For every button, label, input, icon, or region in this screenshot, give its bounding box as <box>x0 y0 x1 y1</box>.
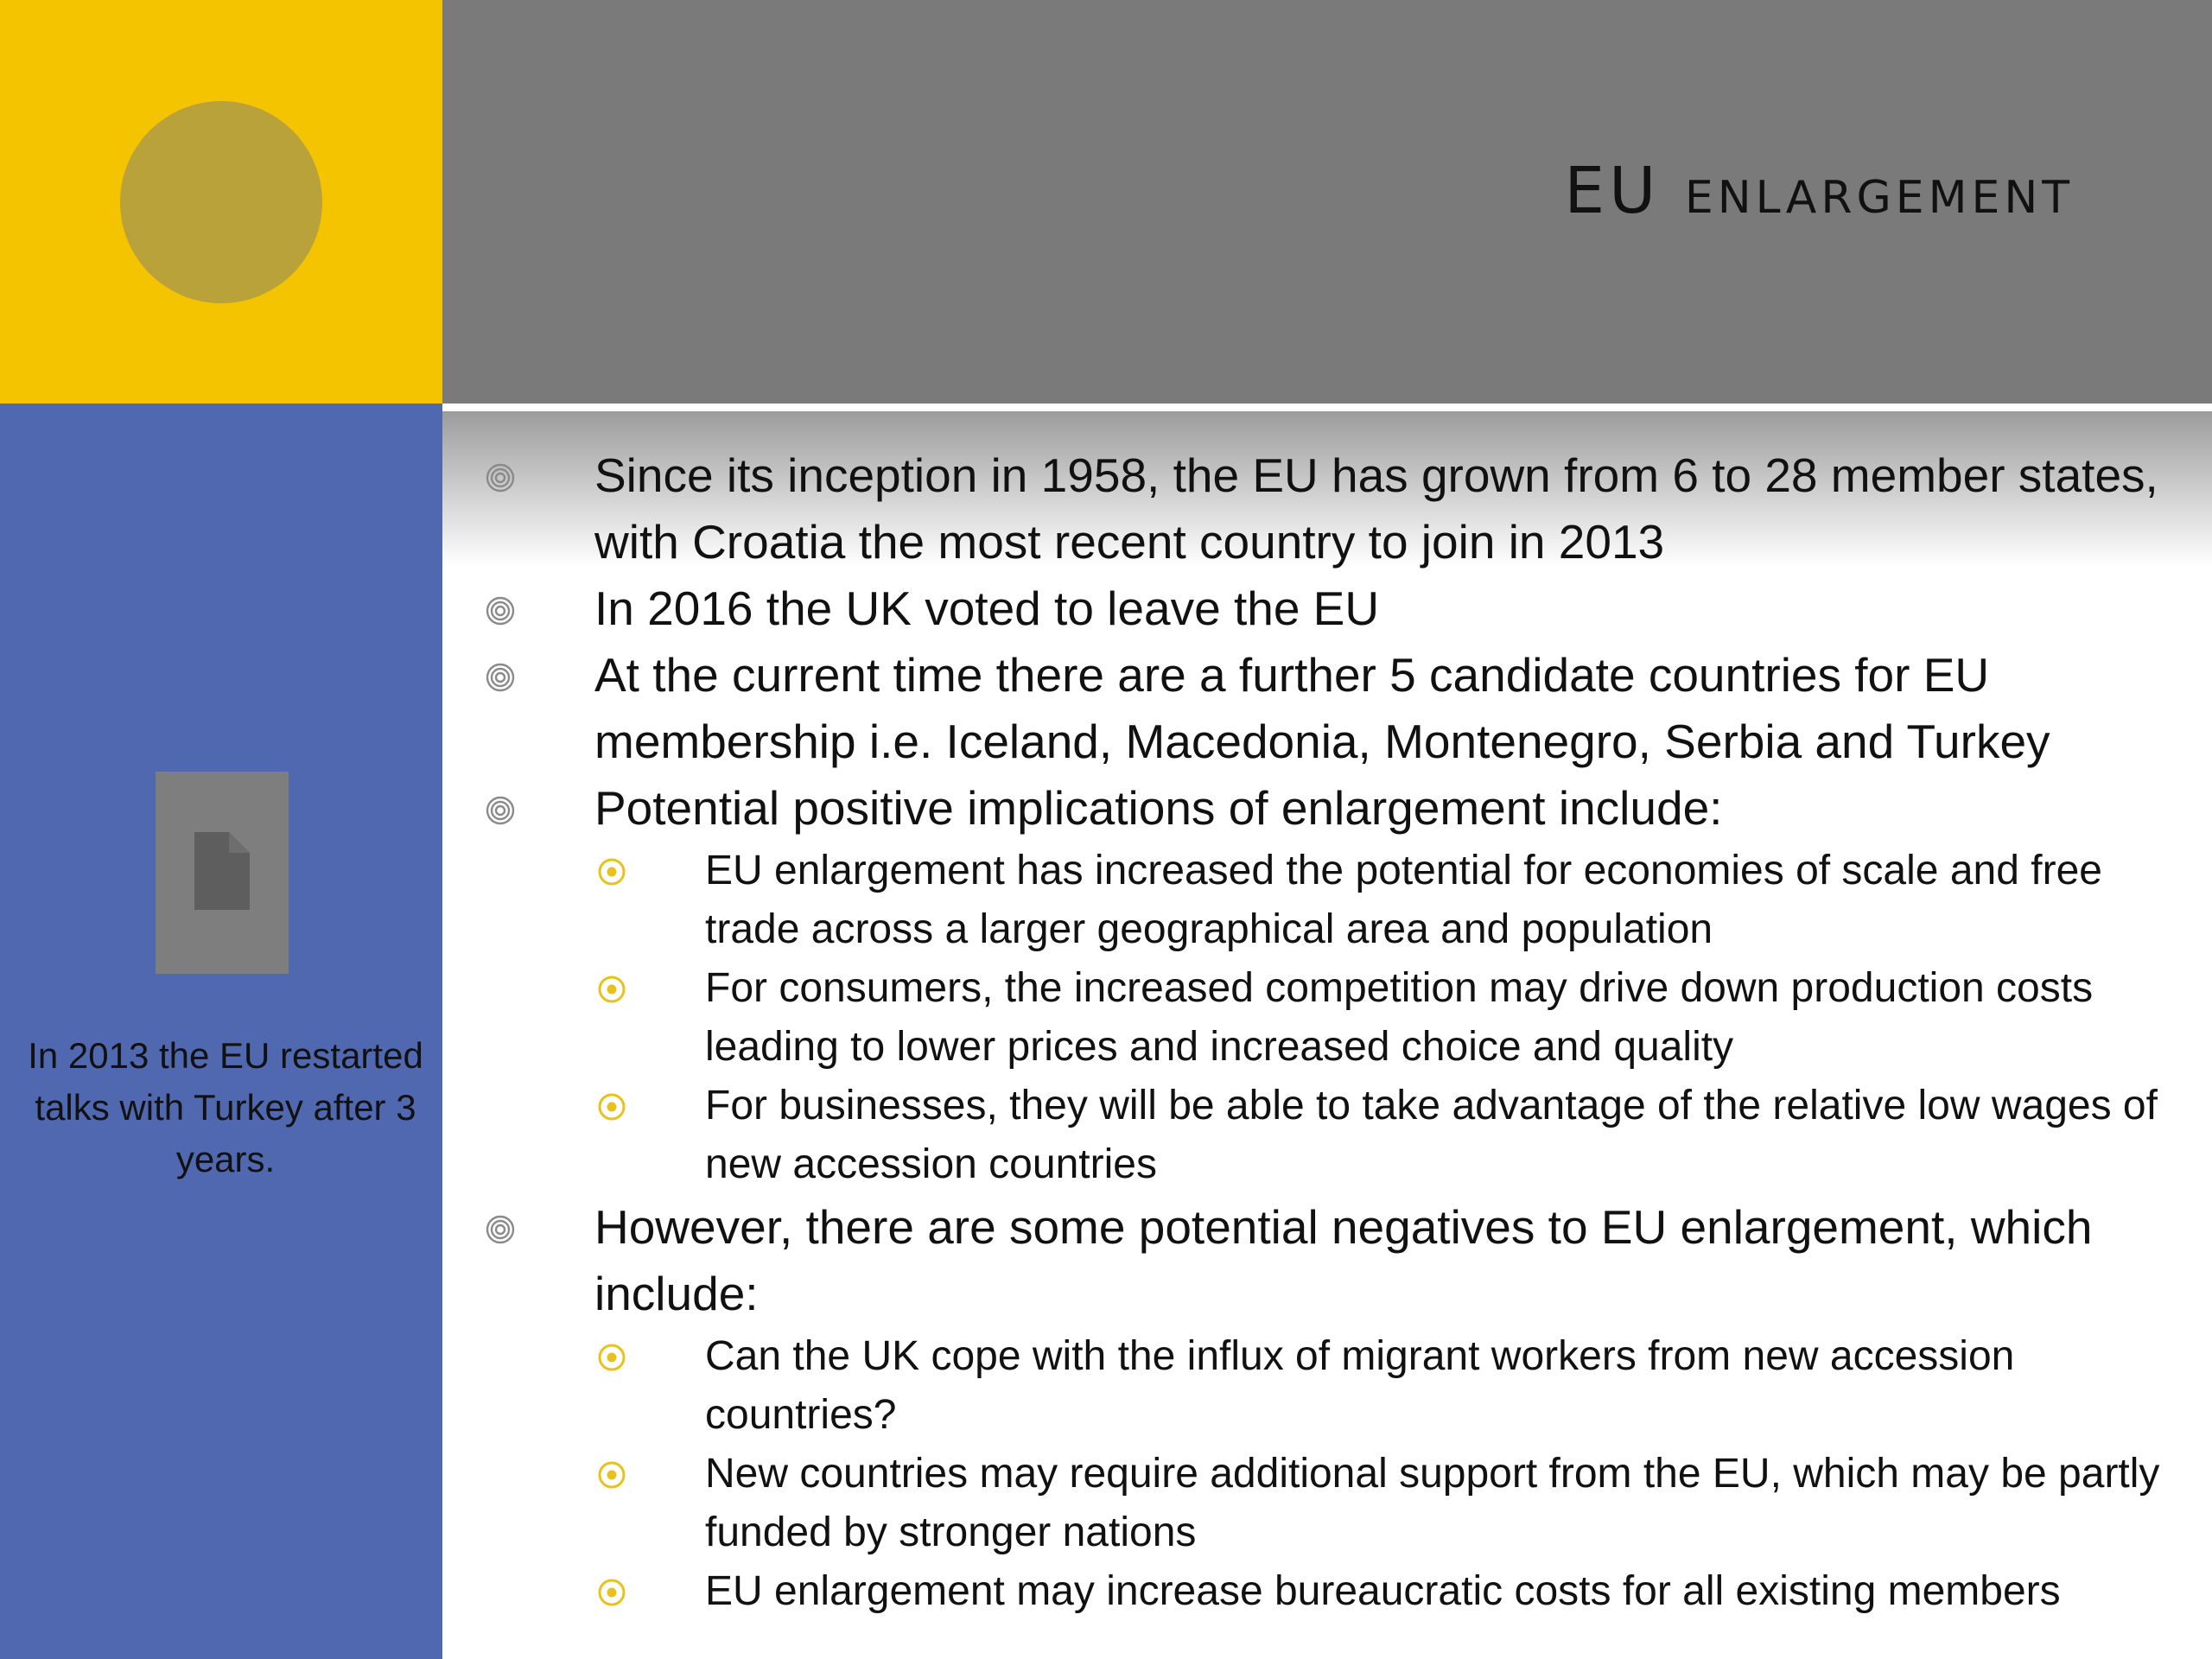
dot-circle-icon <box>597 857 626 887</box>
bullet-item <box>475 1194 2195 1327</box>
bullet-item <box>475 775 2195 842</box>
document-icon <box>194 832 250 910</box>
sub-bullet-item <box>475 959 2195 1077</box>
sub-bullet-text: EU enlargement has increased the potential for economies of scale and free trade across a larger geographical area and population <box>705 848 2102 952</box>
bullet-text: At the current time there are a further 5 candidate countries for EU membership i.e. Iceland, Macedonia, Montenegro, Serbia and Turkey <box>594 648 2050 768</box>
dot-circle-icon <box>597 1578 626 1607</box>
bullet-item <box>475 442 2195 575</box>
sub-bullet-item <box>475 1562 2195 1621</box>
header-divider <box>442 404 2212 411</box>
dot-circle-icon <box>597 975 626 1004</box>
circle-decoration <box>120 101 322 303</box>
corner-accent <box>0 0 442 404</box>
sub-bullet-text: EU enlargement may increase bureaucratic costs for all existing members <box>705 1568 2061 1614</box>
concentric-circle-icon <box>486 663 515 692</box>
bullet-text: In 2016 the UK voted to leave the EU <box>594 582 1380 635</box>
concentric-circle-icon <box>486 796 515 825</box>
dot-circle-icon <box>597 1460 626 1490</box>
sub-bullet-item <box>475 1445 2195 1562</box>
sub-bullet-text: For consumers, the increased competition may drive down production costs leading to lower prices and increased choice and quality <box>705 965 2094 1070</box>
bullet-item <box>475 575 2195 642</box>
title-bar <box>442 0 2212 404</box>
sub-bullet-item <box>475 1327 2195 1445</box>
sub-bullet-text: For businesses, they will be able to take advantage of the relative low wages of new accession countries <box>705 1083 2158 1187</box>
dot-circle-icon <box>597 1092 626 1122</box>
concentric-circle-icon <box>486 1215 515 1244</box>
bullet-text: Since its inception in 1958, the EU has grown from 6 to 28 member states, with Croatia the most recent country to join in 2013 <box>594 448 2158 569</box>
sub-bullet-text: Can the UK cope with the influx of migrant workers from new accession countries? <box>705 1333 2015 1438</box>
slide-title: EU enlargement <box>1564 154 2074 228</box>
dot-circle-icon <box>597 1343 626 1372</box>
concentric-circle-icon <box>486 596 515 626</box>
sub-bullet-item <box>475 1077 2195 1194</box>
bullet-text: Potential positive implications of enlargement include: <box>594 781 1723 835</box>
bullet-list <box>475 442 2195 1621</box>
concentric-circle-icon <box>486 463 515 493</box>
sub-bullet-text: New countries may require additional support from the EU, which may be partly funded by stronger nations <box>705 1451 2160 1555</box>
sidebar-caption: In 2013 the EU restarted talks with Turkey after 3 years. <box>28 1035 423 1179</box>
sub-bullet-item <box>475 842 2195 959</box>
bullet-text: However, there are some potential negatives to EU enlargement, which include: <box>594 1200 2093 1320</box>
bullet-item <box>475 642 2195 775</box>
